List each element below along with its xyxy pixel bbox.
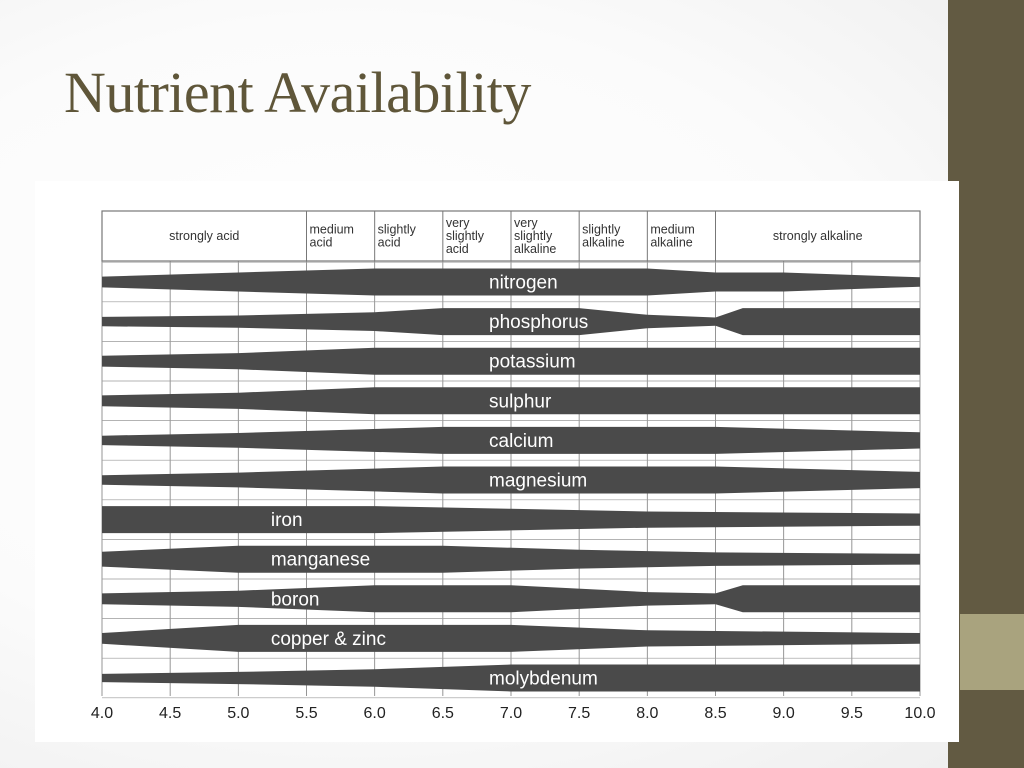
ph-tick-label: 9.5: [840, 705, 863, 722]
ph-category-label: strongly alkaline: [772, 229, 863, 243]
nutrient-band-copper-zinc: [102, 625, 920, 652]
ph-tick-label: 5.0: [227, 705, 250, 722]
ph-axis-ticks: [91, 705, 936, 722]
nutrient-label: molybdenum: [489, 668, 598, 690]
nutrient-label: boron: [270, 589, 320, 611]
ph-category-label: alkaline: [650, 235, 693, 250]
ph-category-label: slightly: [582, 222, 621, 237]
nutrient-label: manganese: [270, 549, 371, 571]
nutrient-label: potassium: [489, 351, 576, 373]
nutrient-label: nitrogen: [489, 272, 558, 294]
ph-tick-label: 7.5: [568, 705, 591, 722]
ph-category-label: alkaline: [582, 235, 625, 250]
ph-tick-label: 10.0: [904, 705, 936, 722]
nutrient-label: copper & zinc: [270, 628, 386, 650]
ph-category-label: slightly: [514, 229, 553, 243]
nutrient-band-manganese: [102, 546, 920, 573]
ph-tick-label: 9.0: [772, 705, 795, 722]
ph-tick-label: 4.5: [159, 705, 182, 722]
ph-tick-label: 6.5: [431, 705, 454, 722]
ph-category-header: [102, 211, 920, 261]
ph-tick-label: 8.5: [704, 705, 727, 722]
slide-title: Nutrient Availability: [64, 60, 531, 125]
nutrient-band-boron: [102, 585, 920, 612]
ph-category-label: very: [514, 216, 538, 230]
ph-category-label: alkaline: [514, 242, 557, 256]
nutrient-label: sulphur: [489, 391, 552, 413]
ph-nutrient-chart: [35, 181, 959, 742]
ph-tick-label: 8.0: [636, 705, 659, 722]
ph-tick-label: 6.0: [363, 705, 386, 722]
ph-tick-label: 4.0: [90, 705, 114, 722]
nutrient-label: magnesium: [489, 470, 588, 492]
nutrient-availability-figure: [35, 181, 959, 742]
ph-category-label: slightly: [377, 222, 416, 237]
nutrient-bands: [102, 269, 920, 692]
nutrient-label: iron: [270, 510, 303, 532]
ph-category-label: acid: [377, 235, 401, 250]
ph-category-label: acid: [309, 235, 333, 250]
ph-tick-label: 5.5: [295, 705, 318, 722]
ph-category-label: medium: [650, 222, 695, 237]
ph-tick-label: 7.0: [499, 705, 523, 722]
nutrient-band-iron: [102, 506, 920, 533]
ph-category-label: strongly acid: [169, 229, 240, 243]
ph-category-label: very: [445, 216, 470, 230]
nutrient-label: calcium: [489, 430, 554, 452]
ph-category-label: acid: [445, 242, 469, 256]
ph-category-label: medium: [309, 222, 354, 237]
accent-bar-light: [960, 614, 1024, 690]
nutrient-label: phosphorus: [489, 312, 589, 334]
ph-category-label: slightly: [445, 229, 485, 243]
